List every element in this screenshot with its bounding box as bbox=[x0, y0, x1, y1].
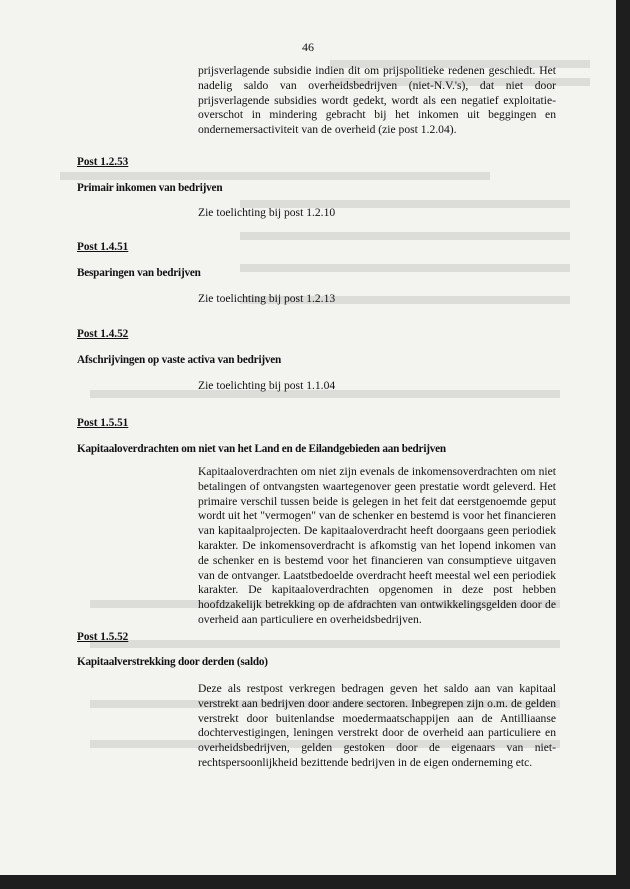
scan-border-bottom bbox=[0, 875, 630, 889]
post-title: Afschrijvingen op vaste activa van bedrijven bbox=[77, 354, 282, 366]
post-title: Besparingen van bedrijven bbox=[77, 267, 201, 279]
post-title: Primair inkomen van bedrijven bbox=[77, 182, 223, 194]
post-id: Post 1.2.53 bbox=[77, 156, 129, 168]
post-title: Kapitaalverstrekking door derden (saldo) bbox=[77, 656, 268, 668]
post-id: Post 1.4.52 bbox=[77, 328, 129, 340]
see-reference: Zie toelichting bij post 1.2.13 bbox=[198, 292, 336, 305]
post-id: Post 1.5.51 bbox=[77, 417, 129, 429]
section-body: Deze als restpost verkregen bedragen geven het saldo aan van kapitaal verstrekt aan bedrijven door andere sectoren. Inbegrepen zijn o.m. de gelden verstrekt door buitenlandse moedermaatschappijen aan de Antilliaanse dochtervestigingen, leningen verstrekt door de overheid aan particuliere en overheidsbedrijven, gelden gestoken door de eigenaars van niet-rechtspersoonlijkheid bezittende bedrijven in de eigen onderneming etc. bbox=[198, 682, 556, 769]
scan-border-right bbox=[616, 0, 630, 889]
post-title: Kapitaaloverdrachten om niet van het Land en de Eilandgebieden aan bedrijven bbox=[77, 443, 446, 455]
intro-paragraph: prijsverlagende subsidie indien dit om prijspolitieke redenen geschiedt. Het nadelig saldo van overheidsbedrijven (niet-N.V.'s), dat niet door prijsverlagende subsidies wordt gedekt, wordt als een negatief exploitatie-overschot in mindering gebracht bij het inkomen uit beggingen en ondernemersactiviteit van de overheid (zie post 1.2.04). bbox=[198, 64, 556, 137]
post-id: Post 1.4.51 bbox=[77, 241, 129, 253]
page-number: 46 bbox=[302, 40, 314, 54]
see-reference: Zie toelichting bij post 1.1.04 bbox=[198, 379, 336, 392]
see-reference: Zie toelichting bij post 1.2.10 bbox=[198, 206, 336, 219]
post-id: Post 1.5.52 bbox=[77, 631, 129, 643]
section-body: Kapitaaloverdrachten om niet zijn evenals de inkomensoverdrachten om niet betalingen of ontvangsten waartegenover geen prestatie wordt geleverd. Het primaire verschil tussen beide is gelegen in het feit dat eerstgenoemde geput wordt uit het "vermogen" van de schenker en bestemd is voor het financieren van kapitaalprojecten. De kapitaaloverdracht heeft doorgaans geen periodiek karakter. De inkomensoverdracht is afkomstig van het lopend inkomen van de schenker en is bestemd voor het financieren van consumptieve uitgaven van de ontvanger. Laatstbedoelde overdracht heeft meestal wel een periodiek karakter. De kapitaaloverdrachten opgenomen in deze post hebben hoofdzakelijk betrekking op de afdrachten van ontwikkelingsgelden door de overheid aan particuliere en overheidsbedrijven. bbox=[198, 465, 556, 626]
